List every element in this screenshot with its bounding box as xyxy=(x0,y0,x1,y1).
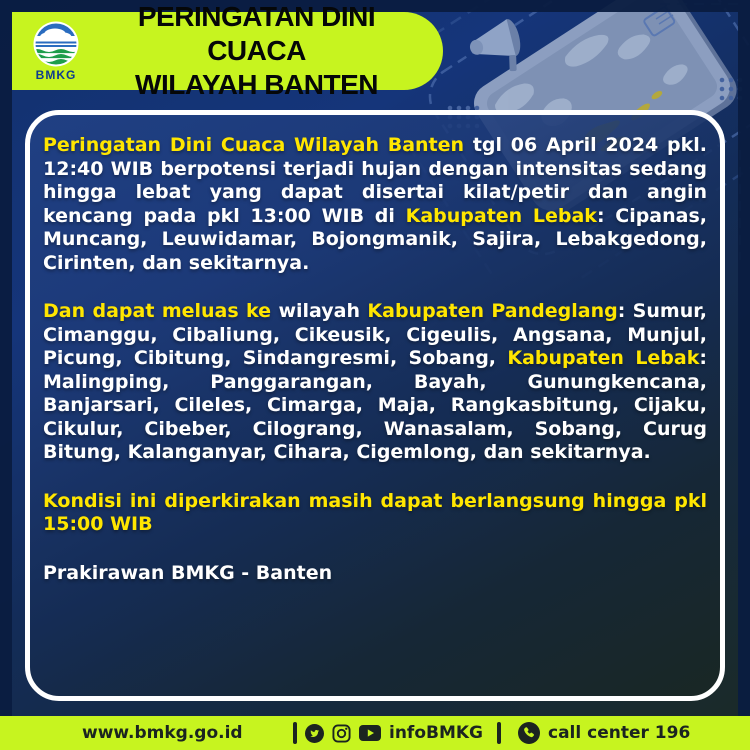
warning-paragraph-3: Kondisi ini diperkirakan masih dapat berlangsung hingga pkl 15:00 WIB xyxy=(43,489,707,535)
call-center-text: call center 196 xyxy=(548,723,691,743)
poster-title xyxy=(100,0,443,102)
social-handle-text: infoBMKG xyxy=(389,723,484,743)
warning-content-box xyxy=(25,110,725,701)
header-banner xyxy=(12,1,443,100)
warning-paragraph-2: Dan dapat meluas ke wilayah Kabupaten Pandeglang: Sumur, Cimanggu, Cibaliung, Cikeusik, Cigeulis, Angsana, Munjul, Picung, Cibitung, Sindangresmi, Sobang, Kabupaten Lebak: Malingping, Panggarangan, Bayah, Gunungkencana, Banjarsari, Cileles, Cimarga, Maja, Rangkasbitung, Cijaku, Cikulur, Cibeber, Cilograng, Wanasalam, Sobang, Curug Bitung, Kalanganyar, Cihara, Cigemlong, dan sekitarnya. xyxy=(43,300,708,463)
bmkg-logo-text: BMKG xyxy=(35,67,77,82)
youtube-icon xyxy=(359,725,381,741)
forecaster-signature: Prakirawan BMKG - Banten xyxy=(43,561,333,584)
website-text: www.bmkg.go.id xyxy=(82,723,243,743)
footer-separator xyxy=(497,722,501,744)
instagram-icon xyxy=(332,724,351,743)
bmkg-logo-icon xyxy=(33,21,79,67)
poster-title-line2: WILAYAH BANTEN xyxy=(135,69,378,100)
poster-title-line1: PERINGATAN DINI CUACA xyxy=(137,1,376,66)
footer-bar xyxy=(0,716,750,750)
warning-paragraph-1: Peringatan Dini Cuaca Wilayah Banten tgl 06 April 2024 pkl. 12:40 WIB berpotensi terjadi hujan dengan intensitas sedang hingga lebat yang dapat disertai kilat/petir dan angin kencang pada pkl 13:00 WIB di Kabupaten Lebak: Cipanas, Muncang, Leuwidamar, Bojongmanik, Sajira, Lebakgedong, Cirinten, dan sekitarnya. xyxy=(43,134,707,274)
phone-icon xyxy=(518,722,540,744)
twitter-icon xyxy=(305,724,324,743)
bmkg-logo xyxy=(12,21,100,82)
footer-separator xyxy=(293,722,297,744)
